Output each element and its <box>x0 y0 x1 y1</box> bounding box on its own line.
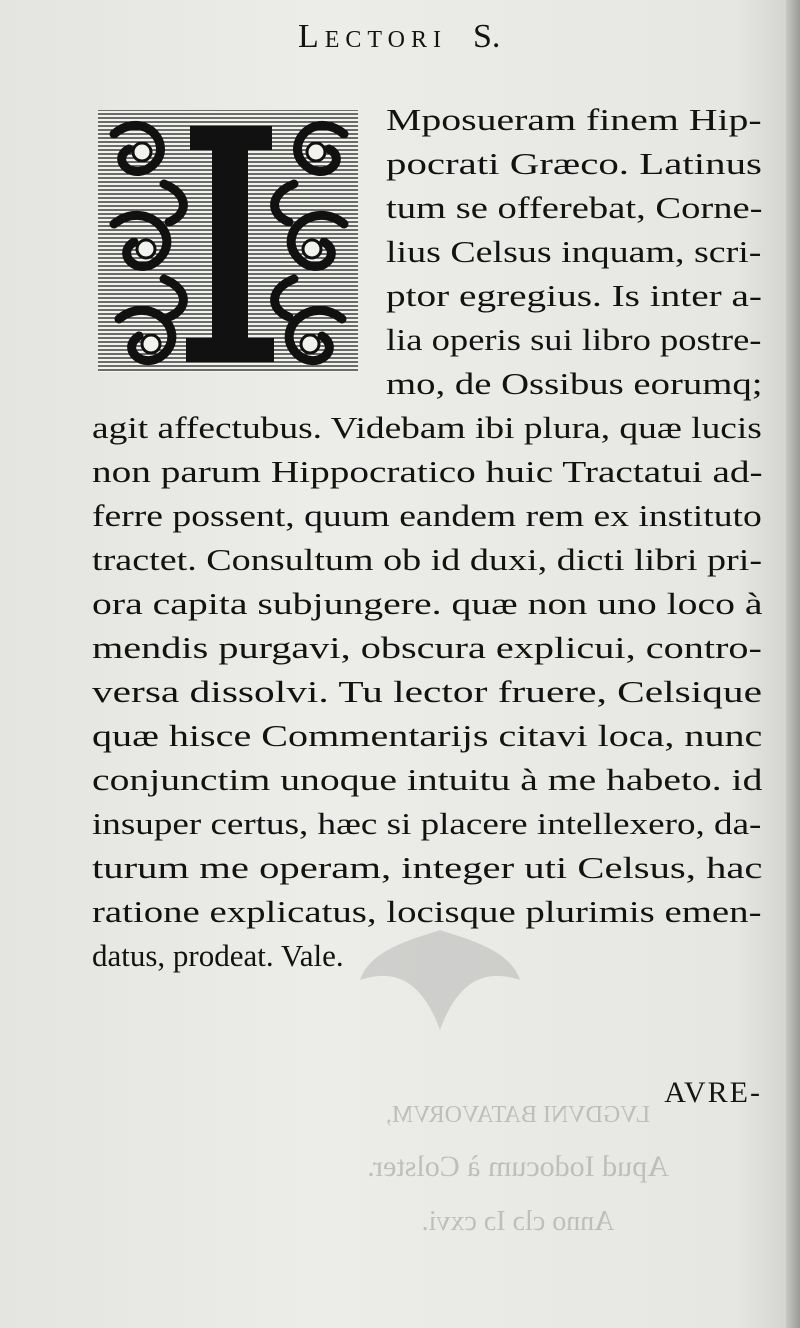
running-title: Lectori <box>298 18 447 55</box>
text-line: pocrati Græco. Latinus <box>386 146 762 181</box>
text-line: turum me operam, integer uti Celsus, hac <box>92 850 763 885</box>
bleed-through-ornament <box>350 920 530 1040</box>
catchword: AVRE- <box>664 1076 762 1109</box>
text-line: tractet. Consultum ob id duxi, dicti libri pri- <box>92 542 763 577</box>
text-line: mo, de Ossibus eorumq; <box>386 366 763 401</box>
text-line: datus, prodeat. Vale. <box>92 938 344 973</box>
signature-mark: S. <box>473 18 501 55</box>
text-line: lius Celsus inquam, scri- <box>386 234 762 269</box>
text-line: ora capita subjungere. quæ non uno loco à <box>92 586 763 621</box>
bleed-through-line: Anno clɔ Iɔ cxvi. <box>421 1206 615 1237</box>
bleed-through-line: LVGDVNI BATAVORVM, <box>385 1102 651 1128</box>
decorated-initial-letter <box>94 104 366 384</box>
bleed-through-line: Apud Iodocum à Colster. <box>367 1150 669 1183</box>
text-line: Mposueram finem Hip- <box>386 102 762 137</box>
text-line: quæ hisce Commentarijs citavi loca, nunc <box>92 718 763 753</box>
text-line: ferre possent, quum eandem rem ex instituto <box>92 498 762 533</box>
text-line: lia operis sui libro postre- <box>386 322 762 357</box>
text-line: ratione explicatus, locisque plurimis emen- <box>92 894 762 929</box>
text-line: versa dissolvi. Tu lector fruere, Celsique <box>92 674 762 709</box>
text-line: ptor egregius. Is inter a- <box>386 278 762 313</box>
running-header <box>298 18 598 56</box>
text-line: agit affectubus. Videbam ibi plura, quæ lucis <box>92 410 762 445</box>
text-line: tum se offerebat, Corne- <box>386 190 763 225</box>
text-line: non parum Hippocratico huic Tractatui ad- <box>92 454 763 489</box>
page-gutter-shadow <box>786 0 800 1328</box>
text-line: mendis purgavi, obscura explicui, contro- <box>92 630 762 665</box>
text-line: conjunctim unoque intuitu à me habeto. id <box>92 762 763 797</box>
text-line: insuper certus, hæc si placere intellexero, da- <box>92 806 762 841</box>
